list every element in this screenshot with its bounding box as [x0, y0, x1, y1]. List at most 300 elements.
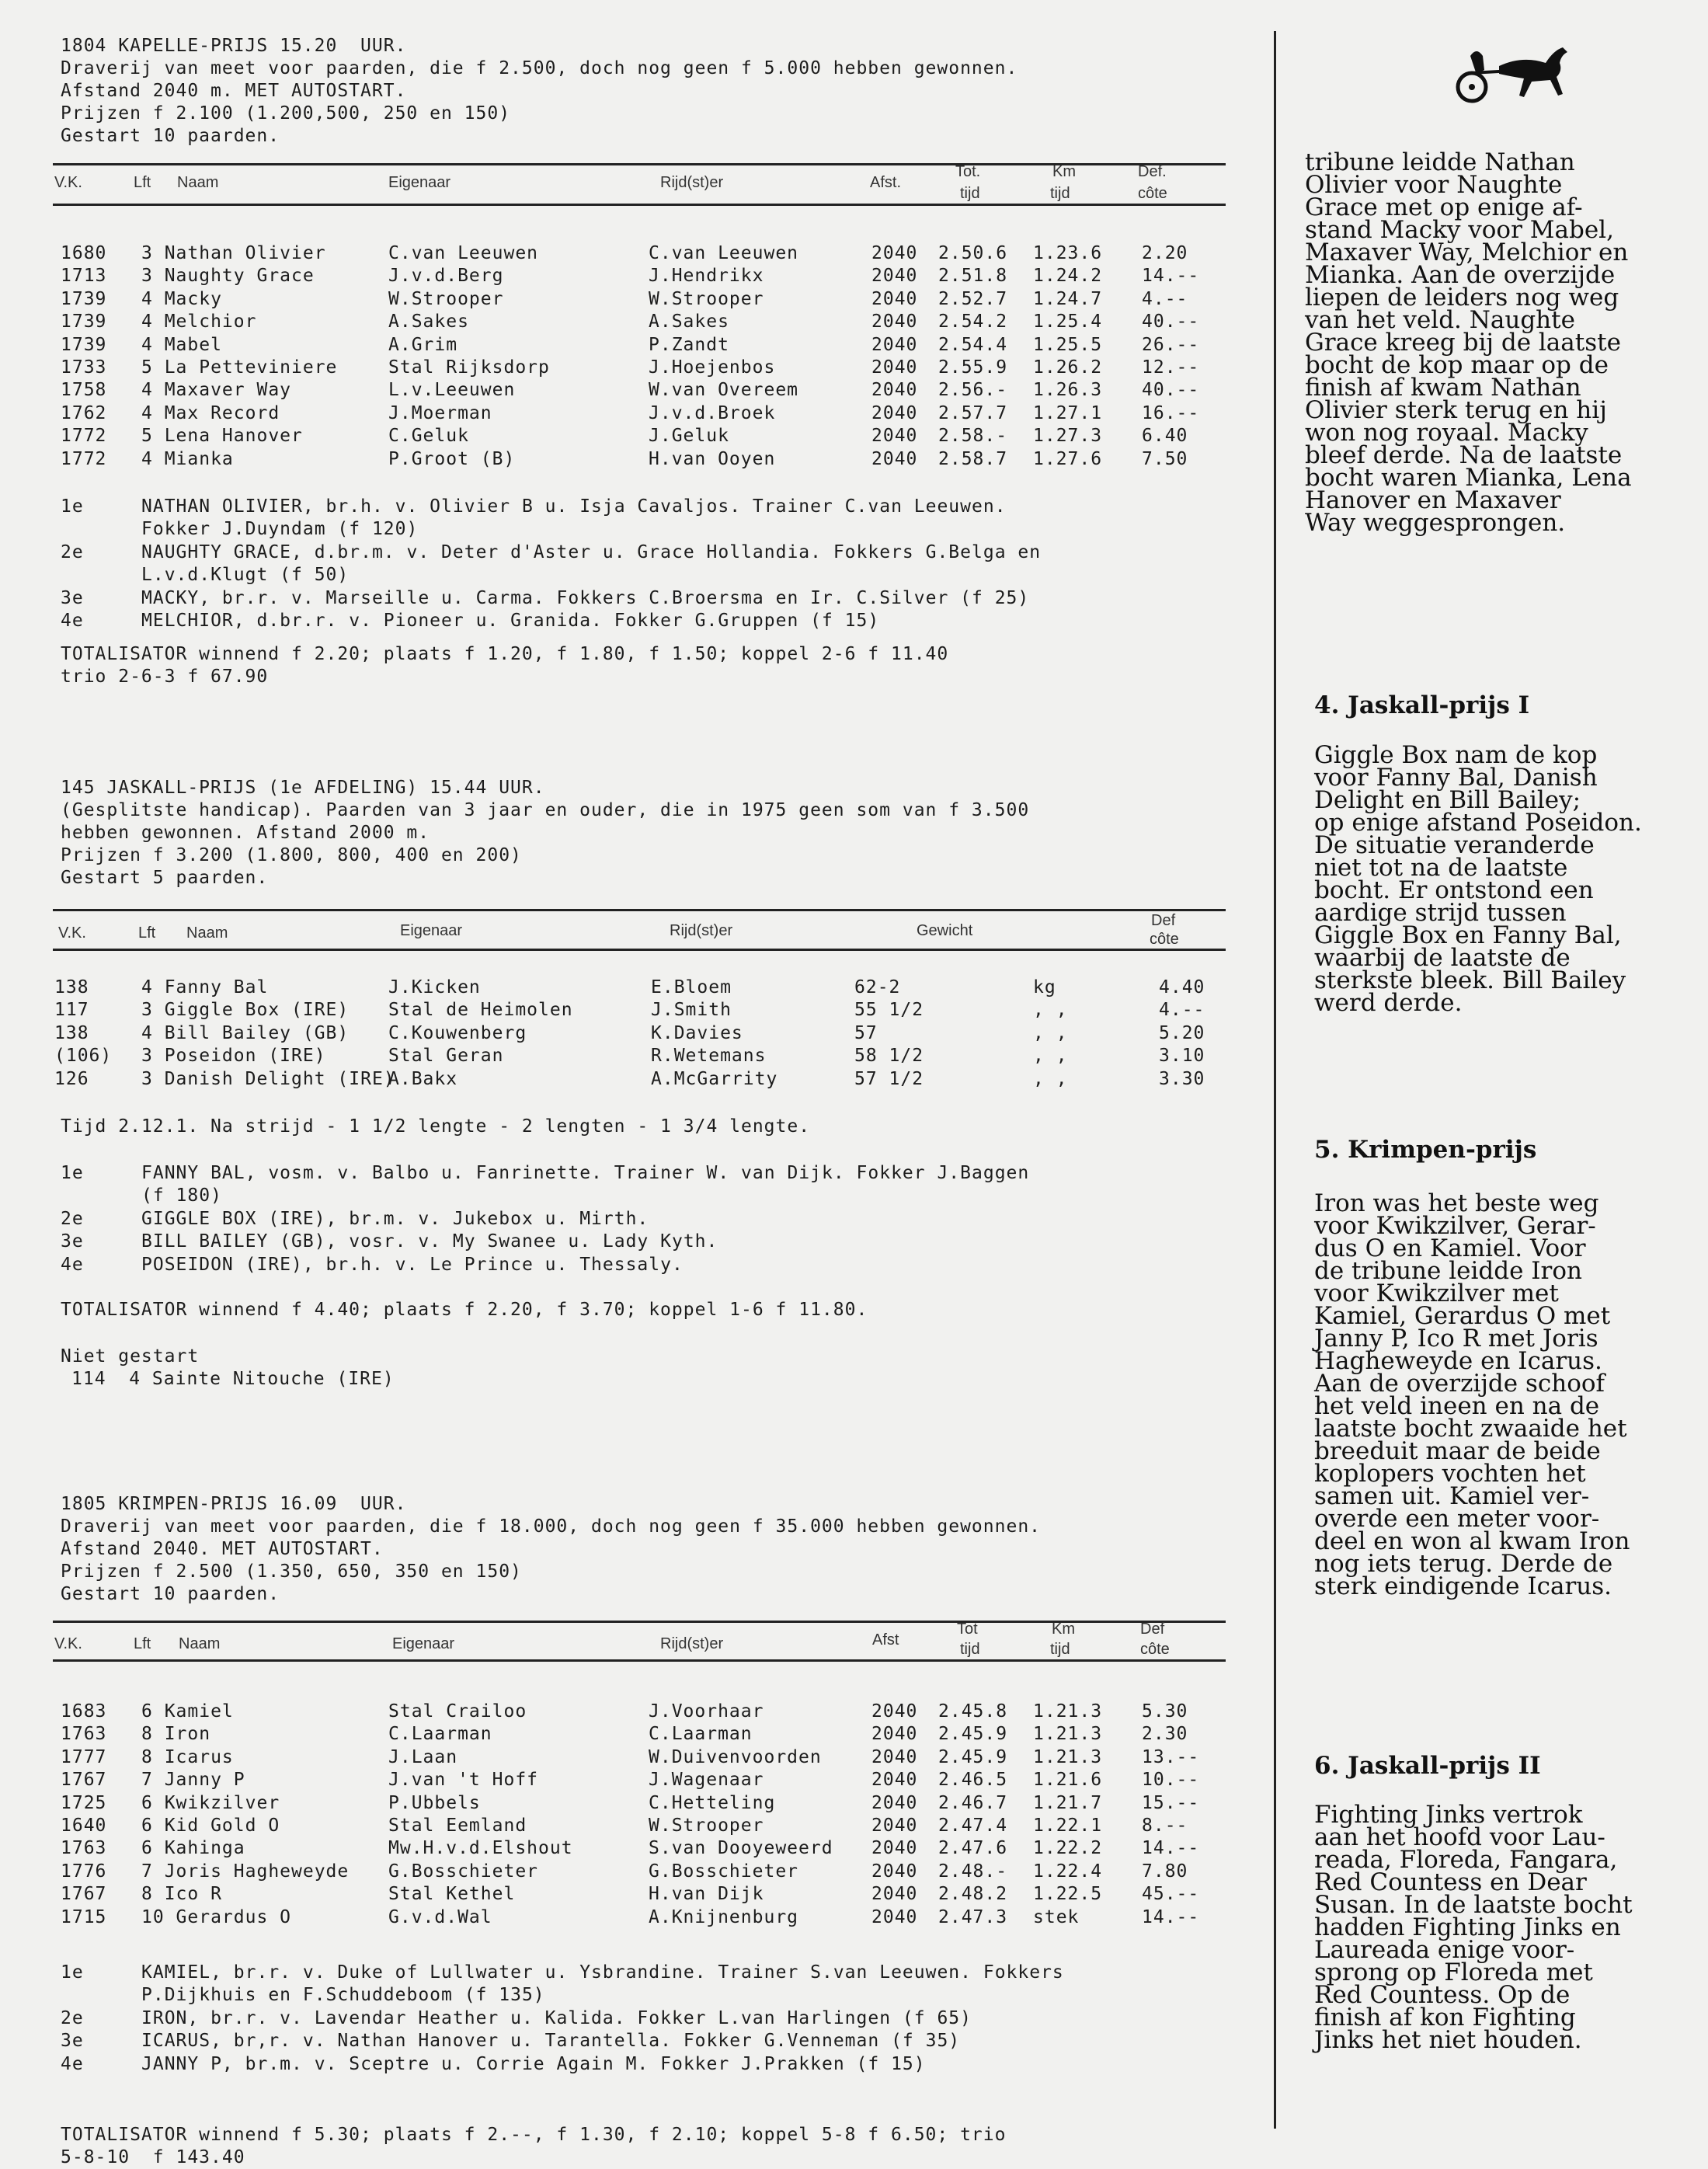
unit-cell: , , [1033, 1000, 1068, 1021]
header-line: Prijzen f 3.200 (1.800, 800, 400 en 200) [61, 845, 522, 865]
km-time-cell: 1.22.5 [1033, 1884, 1103, 1905]
text-line: dus O en Kamiel. Voor [1314, 1234, 1586, 1262]
driver-cell: P.Zandt [649, 334, 729, 355]
col-cote: côte [1138, 185, 1167, 202]
odds-cell: 2.20 [1142, 243, 1188, 263]
table-row [0, 243, 1262, 266]
section-heading: 5. Krimpen-prijs [1314, 1136, 1537, 1164]
text-line: Laureada enige voor- [1314, 1936, 1575, 1964]
table-row [0, 335, 1262, 357]
driver-cell: W.Duivenvoorden [649, 1746, 822, 1767]
km-time-cell: 1.21.3 [1033, 1701, 1103, 1722]
distance-cell: 2040 [871, 1906, 918, 1927]
total-time-cell: 2.48.- [938, 1861, 1008, 1882]
owner-cell: P.Groot (B) [388, 448, 516, 469]
table-row [0, 1724, 1262, 1746]
horse-cell: 3 Giggle Box (IRE) [141, 1000, 350, 1021]
placing-rank: 4e [61, 611, 84, 631]
driver-cell: J.v.d.Broek [649, 402, 776, 423]
placing-text: P.Dijkhuis en F.Schuddeboom (f 135) [141, 1985, 545, 2006]
odds-cell: 14.-- [1142, 1906, 1200, 1927]
text-line: Red Countess. Op de [1314, 1981, 1571, 2009]
text-line: waarbij de laatste de [1314, 944, 1571, 972]
header-line: Prijzen f 2.100 (1.200,500, 250 en 150) [61, 103, 511, 124]
text-line: de tribune leidde Iron [1314, 1257, 1582, 1285]
owner-cell: A.Sakes [388, 312, 469, 332]
owner-cell: Mw.H.v.d.Elshout [388, 1838, 573, 1859]
vk-cell: 1683 [61, 1701, 107, 1722]
header-line: hebben gewonnen. Afstand 2000 m. [61, 823, 430, 843]
owner-cell: G.Bosschieter [388, 1861, 539, 1882]
distance-cell: 2040 [871, 426, 918, 447]
horse-cell: 6 Kamiel [141, 1701, 234, 1722]
driver-cell: A.Sakes [649, 312, 729, 332]
driver-cell: J.Geluk [649, 426, 729, 447]
text-line: niet tot na de laatste [1314, 854, 1568, 882]
section-heading: 4. Jaskall-prijs I [1314, 691, 1530, 719]
col-eigenaar: Eigenaar [388, 174, 451, 191]
odds-cell: 7.50 [1142, 448, 1188, 469]
owner-cell: C.van Leeuwen [388, 243, 539, 263]
placing-rank: 4e [61, 1254, 84, 1275]
km-time-cell: 1.27.6 [1033, 448, 1103, 469]
harness-racing-icon [1441, 39, 1581, 109]
text-line: sterk eindigende Icarus. [1314, 1572, 1612, 1600]
not-started-label: Niet gestart [61, 1346, 200, 1367]
header-line: Draverij van meet voor paarden, die f 18.000, doch nog geen f 35.000 hebben gewonnen. [61, 1516, 1042, 1537]
col-naam: Naam [186, 924, 228, 942]
table-top-rule [53, 163, 1226, 165]
header-line: Gestart 10 paarden. [61, 126, 280, 146]
horse-cell: 4 Macky [141, 288, 222, 309]
jockey-cell: A.McGarrity [651, 1068, 778, 1089]
jockey-cell: E.Bloem [651, 977, 732, 997]
owner-cell: J.Moerman [388, 402, 492, 423]
owner-cell: J.van 't Hoff [388, 1770, 539, 1791]
distance-cell: 2040 [871, 402, 918, 423]
col-vk: V.K. [58, 924, 86, 942]
total-time-cell: 2.57.7 [938, 402, 1008, 423]
distance-cell: 2040 [871, 1724, 918, 1745]
odds-cell: 5.30 [1142, 1701, 1188, 1722]
owner-cell: L.v.Leeuwen [388, 380, 516, 401]
driver-cell: S.van Dooyeweerd [649, 1838, 833, 1859]
table-top-rule [53, 1621, 1226, 1623]
horse-cell: 3 Nathan Olivier [141, 243, 326, 263]
vk-cell: 1762 [61, 402, 107, 423]
placing-text: Fokker J.Duyndam (f 120) [141, 519, 419, 540]
distance-cell: 2040 [871, 1701, 918, 1722]
owner-cell: C.Laarman [388, 1724, 492, 1745]
horse-cell: 8 Iron [141, 1724, 211, 1745]
text-line: stand Macky voor Mabel, [1305, 216, 1614, 244]
total-time-cell: 2.55.9 [938, 357, 1008, 378]
vk-cell: 1777 [61, 1746, 107, 1767]
finish-time: Tijd 2.12.1. Na strijd - 1 1/2 lengte - 2 lengten - 1 3/4 lengte. [61, 1116, 811, 1137]
text-line: werd derde. [1314, 989, 1463, 1017]
placing-text: MACKY, br.r. v. Marseille u. Carma. Fokkers C.Broersma en Ir. C.Silver (f 25) [141, 587, 1030, 608]
horse-cell: 8 Ico R [141, 1884, 222, 1905]
unit-cell: , , [1033, 1022, 1068, 1043]
col-tot: Tot. [955, 163, 981, 180]
text-line: voor Kwikzilver, Gerar- [1314, 1212, 1596, 1240]
totalisator-line: TOTALISATOR winnend f 2.20; plaats f 1.20, f 1.80, f 1.50; koppel 2-6 f 11.40 [61, 644, 949, 664]
col-def: Def [1140, 1621, 1165, 1638]
table-row [0, 977, 1262, 1000]
driver-cell: C.Laarman [649, 1724, 753, 1745]
owner-cell: W.Strooper [388, 288, 504, 309]
col-km: Km [1052, 163, 1076, 180]
odds-cell: 4.-- [1142, 288, 1188, 309]
odds-cell: 4.40 [1159, 977, 1205, 997]
weight-cell: 62-2 [854, 977, 901, 997]
text-line: Giggle Box en Fanny Bal, [1314, 921, 1622, 949]
header-line: (Gesplitste handicap). Paarden van 3 jaar en ouder, die in 1975 geen som van f 3.500 [61, 800, 1030, 820]
distance-cell: 2040 [871, 1792, 918, 1813]
col-tot-tijd: tijd [960, 185, 980, 202]
unit-cell: , , [1033, 1046, 1068, 1067]
text-line: Giggle Box nam de kop [1314, 741, 1598, 769]
total-time-cell: 2.45.8 [938, 1701, 1008, 1722]
total-time-cell: 2.45.9 [938, 1746, 1008, 1767]
totalisator-line: trio 2-6-3 f 67.90 [61, 667, 269, 687]
driver-cell: J.Wagenaar [649, 1770, 764, 1791]
horse-cell: 8 Icarus [141, 1746, 234, 1767]
vk-cell: 1776 [61, 1861, 107, 1882]
text-line: samen uit. Kamiel ver- [1314, 1482, 1590, 1510]
odds-cell: 2.30 [1142, 1724, 1188, 1745]
text-line: van het veld. Naughte [1305, 306, 1575, 334]
text-line: breeduit maar de beide [1314, 1437, 1601, 1465]
owner-cell: Stal de Heimolen [388, 1000, 573, 1021]
commentary-intro [1305, 148, 1705, 537]
weight-cell: 57 [854, 1022, 878, 1043]
total-time-cell: 2.47.4 [938, 1816, 1008, 1836]
owner-cell: Stal Kethel [388, 1884, 516, 1905]
horse-cell: 6 Kahinga [141, 1838, 245, 1859]
text-line: Delight en Bill Bailey; [1314, 786, 1581, 814]
placing-text: IRON, br.r. v. Lavendar Heather u. Kalida. Fokker L.van Harlingen (f 65) [141, 2007, 972, 2028]
header-line: Afstand 2040 m. MET AUTOSTART. [61, 81, 407, 101]
owner-cell: Stal Rijksdorp [388, 357, 550, 378]
vk-cell: 1767 [61, 1884, 107, 1905]
owner-cell: C.Kouwenberg [388, 1022, 527, 1043]
commentary-jaskall-1 [1314, 741, 1708, 1017]
text-line: voor Kwikzilver met [1314, 1279, 1559, 1307]
col-naam: Naam [177, 174, 219, 191]
unit-cell: kg [1033, 977, 1056, 997]
placing-rank: 1e [61, 1962, 84, 1983]
totalisator-line: 5-8-10 f 143.40 [61, 2147, 245, 2167]
jockey-cell: K.Davies [651, 1022, 743, 1043]
vk-cell: 1739 [61, 312, 107, 332]
text-line: finish af kon Fighting [1314, 2004, 1576, 2031]
vk-cell: 1739 [61, 334, 107, 355]
col-afst: Afst [872, 1631, 899, 1649]
text-line: won nog royaal. Macky [1305, 419, 1588, 447]
text-line: koplopers vochten het [1314, 1460, 1586, 1488]
placing-rank: 1e [61, 496, 84, 517]
col-tot-tijd: tijd [960, 1641, 980, 1658]
total-time-cell: 2.46.7 [938, 1792, 1008, 1813]
placing-rank: 2e [61, 1208, 84, 1229]
distance-cell: 2040 [871, 357, 918, 378]
table-row [0, 266, 1262, 288]
odds-cell: 26.-- [1142, 334, 1200, 355]
col-def: Def. [1138, 163, 1167, 180]
driver-cell: G.Bosschieter [649, 1861, 799, 1882]
driver-cell: H.van Dijk [649, 1884, 764, 1905]
header-line: Afstand 2040. MET AUTOSTART. [61, 1539, 384, 1559]
unit-cell: , , [1033, 1068, 1068, 1089]
owner-cell: Stal Crailoo [388, 1701, 527, 1722]
odds-cell: 10.-- [1142, 1770, 1200, 1791]
text-line: aardige strijd tussen [1314, 899, 1567, 927]
horse-cell: 4 Max Record [141, 402, 280, 423]
owner-cell: Stal Eemland [388, 1816, 527, 1836]
weight-cell: 55 1/2 [854, 1000, 924, 1021]
table-row [0, 357, 1262, 380]
placing-text: POSEIDON (IRE), br.h. v. Le Prince u. Thessaly. [141, 1254, 684, 1275]
text-line: Grace met op enige af- [1305, 193, 1583, 221]
text-line: liepen de leiders nog weg [1305, 284, 1619, 312]
weight-cell: 58 1/2 [854, 1046, 924, 1067]
odds-cell: 8.-- [1142, 1816, 1188, 1836]
odds-cell: 15.-- [1142, 1792, 1200, 1813]
horse-cell: 10 Gerardus O [141, 1906, 292, 1927]
vk-cell: 1767 [61, 1770, 107, 1791]
owner-cell: Stal Geran [388, 1046, 504, 1067]
placing-text: FANNY BAL, vosm. v. Balbo u. Fanrinette. Trainer W. van Dijk. Fokker J.Baggen [141, 1163, 1030, 1183]
total-time-cell: 2.47.6 [938, 1838, 1008, 1859]
table-row [0, 312, 1262, 334]
distance-cell: 2040 [871, 1884, 918, 1905]
owner-cell: P.Ubbels [388, 1792, 481, 1813]
text-line: het veld ineen en na de [1314, 1392, 1600, 1420]
col-tot: Tot [957, 1621, 978, 1638]
distance-cell: 2040 [871, 312, 918, 332]
odds-cell: 5.20 [1159, 1022, 1205, 1043]
text-line: reada, Floreda, Fangara, [1314, 1846, 1618, 1874]
placing-text: NATHAN OLIVIER, br.h. v. Olivier B u. Isja Cavaljos. Trainer C.van Leeuwen. [141, 496, 1007, 517]
col-cote: côte [1150, 931, 1179, 948]
odds-cell: 40.-- [1142, 312, 1200, 332]
odds-cell: 45.-- [1142, 1884, 1200, 1905]
col-def: Def [1151, 912, 1176, 929]
text-line: Jinks het niet houden. [1314, 2026, 1582, 2054]
col-eigenaar: Eigenaar [392, 1635, 455, 1652]
table-row [0, 289, 1262, 312]
text-line: Susan. In de laatste bocht [1314, 1891, 1633, 1919]
distance-cell: 2040 [871, 288, 918, 309]
col-naam: Naam [179, 1635, 221, 1652]
table-row [0, 1000, 1262, 1022]
horse-cell: 3 Danish Delight (IRE) [141, 1068, 395, 1089]
section-heading: 6. Jaskall-prijs II [1314, 1752, 1541, 1780]
odds-cell: 4.-- [1159, 1000, 1205, 1021]
vk-cell: (106) [54, 1046, 113, 1067]
total-time-cell: 2.56.- [938, 380, 1008, 401]
odds-cell: 16.-- [1142, 402, 1200, 423]
text-line: bocht waren Mianka, Lena [1305, 464, 1632, 492]
horse-cell: 3 Poseidon (IRE) [141, 1046, 326, 1067]
total-time-cell: 2.50.6 [938, 243, 1008, 263]
text-line: sterkste bleek. Bill Bailey [1314, 966, 1626, 994]
not-started-entry: 114 4 Sainte Nitouche (IRE) [71, 1369, 395, 1389]
odds-cell: 13.-- [1142, 1746, 1200, 1767]
header-line: Gestart 5 paarden. [61, 868, 269, 888]
vk-cell: 1733 [61, 357, 107, 378]
odds-cell: 12.-- [1142, 357, 1200, 378]
horse-cell: 4 Mabel [141, 334, 222, 355]
total-time-cell: 2.58.- [938, 426, 1008, 447]
table-row [0, 1907, 1262, 1930]
km-time-cell: 1.21.6 [1033, 1770, 1103, 1791]
header-line: Prijzen f 2.500 (1.350, 650, 350 en 150) [61, 1561, 522, 1582]
vk-cell: 1739 [61, 288, 107, 309]
distance-cell: 2040 [871, 243, 918, 263]
km-time-cell: 1.25.5 [1033, 334, 1103, 355]
vk-cell: 1772 [61, 426, 107, 447]
col-km-tijd: tijd [1050, 185, 1070, 202]
owner-cell: J.Kicken [388, 977, 481, 997]
text-line: Way weggesprongen. [1305, 509, 1566, 537]
odds-cell: 3.30 [1159, 1068, 1205, 1089]
placing-text: ICARUS, br,r. v. Nathan Hanover u. Tarantella. Fokker G.Venneman (f 35) [141, 2031, 961, 2052]
vk-cell: 138 [54, 1022, 89, 1043]
km-time-cell: 1.21.3 [1033, 1724, 1103, 1745]
col-lft: Lft [138, 924, 156, 942]
placing-rank: 4e [61, 2053, 84, 2074]
col-vk: V.K. [54, 1635, 82, 1652]
odds-cell: 40.-- [1142, 380, 1200, 401]
table-header-rule [53, 949, 1226, 951]
text-line: aan het hoofd voor Lau- [1314, 1823, 1605, 1851]
col-lft: Lft [134, 174, 151, 191]
text-line: Maxaver Way, Melchior en [1305, 238, 1629, 266]
text-line: sprong op Floreda met [1314, 1958, 1593, 1986]
text-line: tribune leidde Nathan [1305, 148, 1575, 176]
table-row [0, 1023, 1262, 1046]
col-km-tijd: tijd [1050, 1641, 1070, 1658]
horse-cell: 4 Mianka [141, 448, 234, 469]
distance-cell: 2040 [871, 1838, 918, 1859]
text-line: deel en won al kwam Iron [1314, 1527, 1630, 1555]
table-row [0, 1816, 1262, 1838]
jockey-cell: J.Smith [651, 1000, 732, 1021]
text-line: Mianka. Aan de overzijde [1305, 261, 1616, 289]
table-row [0, 1770, 1262, 1792]
commentary-krimpen [1314, 1189, 1708, 1600]
weight-cell: 57 1/2 [854, 1068, 924, 1089]
text-line: Fighting Jinks vertrok [1314, 1801, 1583, 1829]
table-row [0, 1861, 1262, 1884]
total-time-cell: 2.52.7 [938, 288, 1008, 309]
vk-cell: 126 [54, 1068, 89, 1089]
table-row [0, 426, 1262, 448]
driver-cell: W.van Overeem [649, 380, 799, 401]
horse-cell: 6 Kwikzilver [141, 1792, 280, 1813]
col-km: Km [1052, 1621, 1075, 1638]
driver-cell: J.Hendrikx [649, 266, 764, 287]
driver-cell: C.van Leeuwen [649, 243, 799, 263]
km-time-cell: 1.21.7 [1033, 1792, 1103, 1813]
table-row [0, 1838, 1262, 1861]
table-header-rule [53, 204, 1226, 206]
total-time-cell: 2.51.8 [938, 266, 1008, 287]
totalisator-line: TOTALISATOR winnend f 5.30; plaats f 2.--, f 1.30, f 2.10; koppel 5-8 f 6.50; trio [61, 2125, 1007, 2145]
table-row [0, 1884, 1262, 1906]
driver-cell: H.van Ooyen [649, 448, 776, 469]
km-time-cell: 1.21.3 [1033, 1746, 1103, 1767]
header-line: 145 JASKALL-PRIJS (1e AFDELING) 15.44 UUR. [61, 778, 545, 798]
table-row [0, 1069, 1262, 1091]
text-line: Red Countess en Dear [1314, 1868, 1587, 1896]
col-rijder: Rijd(st)er [670, 922, 733, 939]
text-line: Hanover en Maxaver [1305, 486, 1561, 514]
text-line: Aan de overzijde schoof [1314, 1370, 1605, 1398]
owner-cell: A.Grim [388, 334, 458, 355]
driver-cell: A.Knijnenburg [649, 1906, 799, 1927]
placing-text: MELCHIOR, d.br.r. v. Pioneer u. Granida. Fokker G.Gruppen (f 15) [141, 611, 880, 631]
col-rijder: Rijd(st)er [660, 174, 724, 191]
placing-rank: 2e [61, 2007, 84, 2028]
header-line: Draverij van meet voor paarden, die f 2.500, doch nog geen f 5.000 hebben gewonnen. [61, 58, 1018, 78]
vk-cell: 1772 [61, 448, 107, 469]
km-time-cell: 1.22.4 [1033, 1861, 1103, 1882]
distance-cell: 2040 [871, 448, 918, 469]
placing-rank: 3e [61, 2031, 84, 2052]
odds-cell: 14.-- [1142, 1838, 1200, 1859]
table-row [0, 380, 1262, 402]
horse-cell: 4 Maxaver Way [141, 380, 292, 401]
placing-rank: 3e [61, 587, 84, 608]
text-line: Janny P, Ico R met Joris [1314, 1325, 1598, 1353]
total-time-cell: 2.54.2 [938, 312, 1008, 332]
total-time-cell: 2.54.4 [938, 334, 1008, 355]
distance-cell: 2040 [871, 1770, 918, 1791]
text-line: bocht de kop maar op de [1305, 351, 1609, 379]
horse-cell: 4 Bill Bailey (GB) [141, 1022, 350, 1043]
text-line: De situatie veranderde [1314, 831, 1595, 859]
col-cote: côte [1140, 1641, 1170, 1658]
header-line: 1804 KAPELLE-PRIJS 15.20 UUR. [61, 36, 407, 56]
placing-text: GIGGLE BOX (IRE), br.m. v. Jukebox u. Mirth. [141, 1208, 649, 1229]
text-line: Iron was het beste weg [1314, 1189, 1599, 1217]
odds-cell: 14.-- [1142, 266, 1200, 287]
distance-cell: 2040 [871, 380, 918, 401]
vk-cell: 1713 [61, 266, 107, 287]
text-line: bocht. Er ontstond een [1314, 876, 1594, 904]
col-afst: Afst. [870, 174, 902, 191]
horse-cell: 4 Fanny Bal [141, 977, 269, 997]
owner-cell: J.Laan [388, 1746, 458, 1767]
km-time-cell: 1.27.1 [1033, 402, 1103, 423]
driver-cell: W.Strooper [649, 1816, 764, 1836]
km-time-cell: 1.26.2 [1033, 357, 1103, 378]
table-row [0, 1701, 1262, 1724]
text-line: Olivier voor Naughte [1305, 171, 1563, 199]
km-time-cell: stek [1033, 1906, 1080, 1927]
horse-cell: 6 Kid Gold O [141, 1816, 280, 1836]
commentary-column [1305, 0, 1708, 2164]
placing-text: KAMIEL, br.r. v. Duke of Lullwater u. Ysbrandine. Trainer S.van Leeuwen. Fokkers [141, 1962, 1064, 1983]
commentary-jaskall-2 [1314, 1801, 1708, 2054]
table-row [0, 403, 1262, 426]
text-line: Kamiel, Gerardus O met [1314, 1302, 1611, 1330]
placing-text: JANNY P, br.m. v. Sceptre u. Corrie Again M. Fokker J.Prakken (f 15) [141, 2053, 926, 2074]
text-line: Grace kreeg bij de laatste [1305, 329, 1621, 357]
